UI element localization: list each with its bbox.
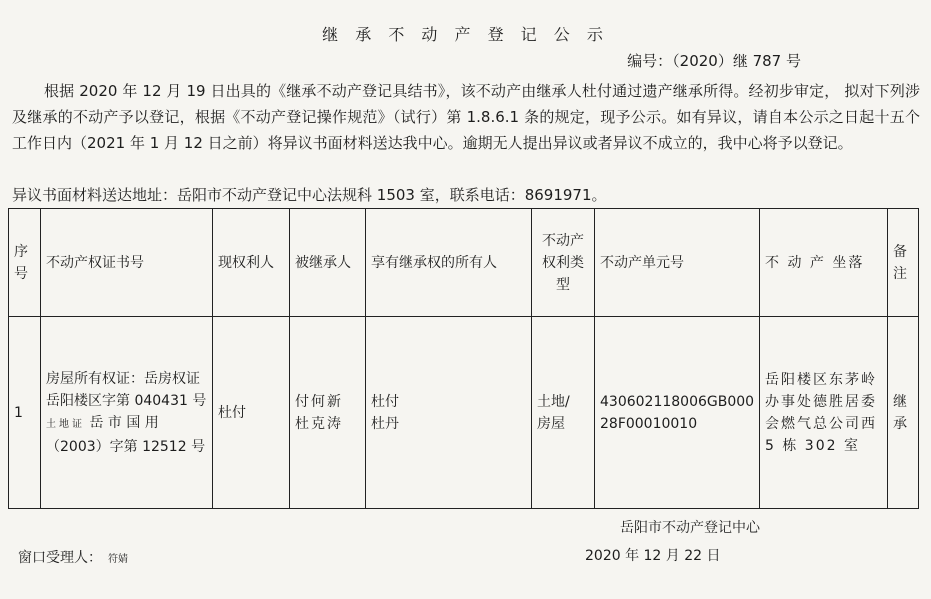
notice-body: 根据 2020 年 12 月 19 日出具的《继承不动产登记具结书》，该不动产由继承人杜付通过遗产继承所得。经初步审定， 拟对下列涉及继承的不动产予以登记，根据《不动产登记操作规范》（试行）第 1.8.6.1 条的规定，现予公示。如有异议，请自本公示之日起十五个工作日内（2021 年 1 月 12 日之前）将异议书面材料送达我中心。逾期无人提出异议或者异议不成立的，我中心将予以登记。 (12, 82, 920, 152)
header-decedent: 被继承人 (290, 209, 366, 317)
header-holder: 现权利人 (213, 209, 290, 317)
cell-seq: 1 (9, 317, 41, 509)
cert-land-number: 岳 市 国 用（2003）字第 12512 号 (46, 414, 206, 455)
objection-address: 异议书面材料送达地址：岳阳市不动产登记中心法规科 1503 室，联系电话：8691971。 (12, 186, 607, 204)
header-cert: 不动产权证书号 (41, 209, 213, 317)
table-header-row (9, 209, 919, 317)
header-right-type: 不动产权利类型 (532, 209, 595, 317)
cert-land-label: 土地证 (46, 418, 85, 430)
table-row (9, 317, 919, 509)
cell-decedent (290, 317, 366, 509)
heir-2: 杜丹 (371, 415, 399, 432)
header-note: 备注 (888, 209, 919, 317)
heir-1: 杜付 (371, 393, 399, 410)
issuing-organization: 岳阳市不动产登记中心 (620, 520, 760, 536)
cert-land (46, 412, 207, 458)
window-receiver (18, 547, 128, 567)
receiver-signature: 符婧 (108, 554, 128, 565)
property-table (8, 208, 919, 509)
notice-date: 2020 年 12 月 22 日 (585, 548, 721, 564)
header-seq: 序号 (9, 209, 41, 317)
cert-house: 房屋所有权证：岳房权证岳阳楼区字第 040431 号 (46, 370, 207, 409)
notice-title: 继 承 不 动 产 登 记 公 示 (322, 25, 609, 44)
header-location: 不 动 产 坐落 (760, 209, 888, 317)
cell-heirs (366, 317, 532, 509)
receiver-label: 窗口受理人： (18, 550, 102, 566)
right-type-1: 土地/ (537, 393, 570, 410)
cell-cert (41, 317, 213, 509)
cell-holder: 杜付 (213, 317, 290, 509)
cell-unit-no (595, 317, 760, 509)
cell-note: 继承 (888, 317, 919, 509)
document-number: 编号：（2020）继 787 号 (627, 52, 801, 70)
header-heirs: 享有继承权的所有人 (366, 209, 532, 317)
unit-no-2: 28F00010010 (600, 415, 698, 432)
cell-location: 岳阳楼区东茅岭办事处德胜居委会燃气总公司西 5 栋 302 室 (760, 317, 888, 509)
decedent-1: 付何新 (295, 393, 343, 410)
cell-right-type (532, 317, 595, 509)
decedent-2: 杜克涛 (295, 415, 343, 432)
right-type-2: 房屋 (537, 415, 565, 432)
unit-no-1: 430602118006GB000 (600, 393, 755, 410)
header-unit-no: 不动产单元号 (595, 209, 760, 317)
